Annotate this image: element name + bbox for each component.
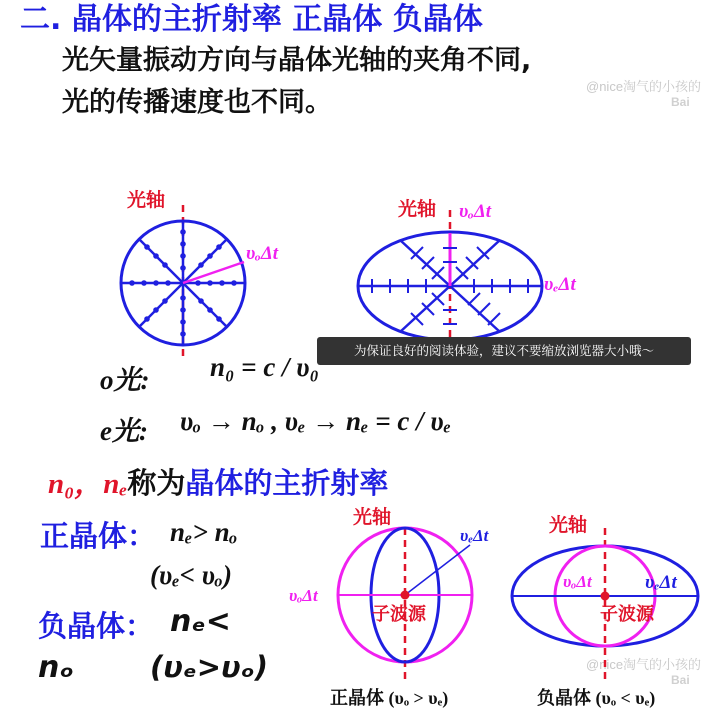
o-wave-circle-diagram [121, 205, 245, 358]
positive-relation-2: (υₑ< υₒ) [150, 560, 232, 590]
positive-crystal-label: 正晶体： [40, 519, 157, 553]
page-heading: 二. 晶体的主折射率 正晶体 负晶体 [20, 2, 483, 37]
v-o-dt-label-3: υₒΔt [289, 586, 318, 605]
watermark-user-bottom: @nice淘气的小孩的 [586, 657, 702, 672]
v-e-dt-label-2: υₑΔt [460, 526, 489, 545]
body-line-1: 光矢量振动方向与晶体光轴的夹角不同, [62, 45, 532, 76]
watermark-brand-top: Bai [671, 95, 690, 109]
wavelet-source-point-1 [401, 591, 410, 600]
v-o-dt-label-2: υₒΔt [459, 201, 492, 222]
optic-axis-label-1: 光轴 [127, 189, 166, 211]
negative-relation-1b: nₒ [38, 650, 74, 685]
optic-axis-label-2: 光轴 [398, 198, 437, 220]
n0-equation: n₀ = c / υ₀ [210, 352, 319, 382]
optic-axis-label-3: 光轴 [353, 506, 392, 528]
caption-positive: 正晶体 (υₒ > υₑ) [330, 688, 449, 708]
positive-relation-1: nₑ> nₒ [170, 517, 238, 547]
wavelet-source-label-1: 子波源 [372, 604, 426, 625]
v-e-dt-label-3: υₑΔt [645, 572, 677, 593]
v-o-dt-label-4: υₒΔt [563, 572, 592, 591]
body-line-2: 光的传播速度也不同。 [62, 87, 332, 118]
watermark-brand-bottom: Bai [671, 673, 690, 687]
principal-index-line [48, 461, 388, 502]
principal-symbols: n₀，nₑ [48, 468, 128, 500]
principal-text-2: 晶体的主折射率 [185, 466, 389, 500]
o-light-label: o光: [100, 365, 150, 395]
watermark-user-top: @nice淘气的小孩的 [586, 79, 702, 94]
v-e-dt-label-1: υₑΔt [544, 274, 576, 295]
principal-text-1: 称为 [127, 466, 186, 500]
optic-axis-label-4: 光轴 [549, 514, 588, 536]
wavelet-source-label-2: 子波源 [600, 604, 654, 625]
e-light-label: e光: [100, 416, 148, 446]
negative-crystal-label: 负晶体： [38, 609, 155, 643]
negative-relation-1: nₑ< [170, 604, 231, 639]
v-o-dt-label-1: υₒΔt [246, 243, 279, 264]
e-relation-equation: υₒ → nₒ , υₑ → nₑ = c / υₑ [180, 406, 452, 436]
e-wave-ellipse-diagram [358, 210, 542, 340]
caption-negative: 负晶体 (υₒ < υₑ) [537, 688, 656, 708]
negative-relation-2: (υₑ>υₒ) [150, 650, 269, 684]
zoom-warning-tooltip: 为保证良好的阅读体验，建议不要缩放浏览器大小哦～ [317, 337, 691, 365]
